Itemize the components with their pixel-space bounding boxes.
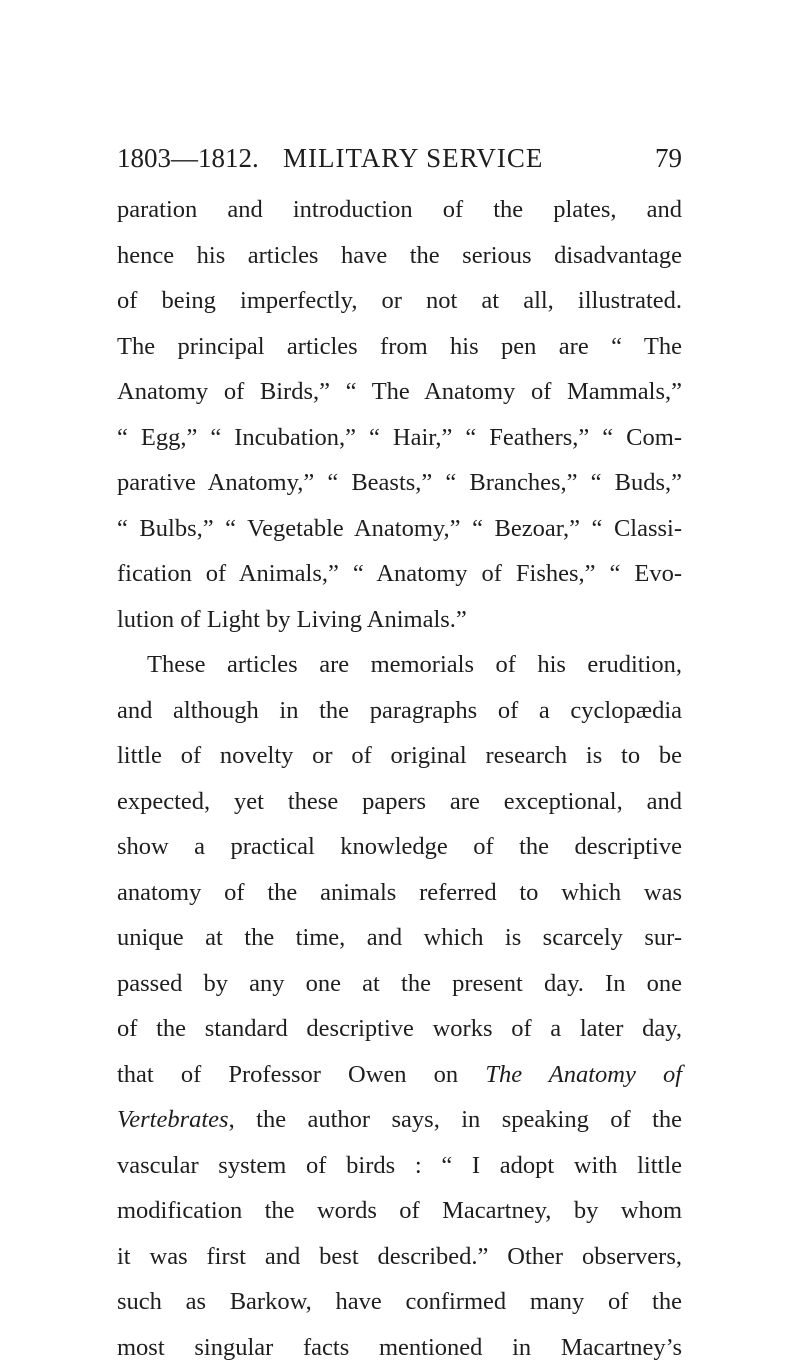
page-number: 79 <box>655 140 682 176</box>
text-line: show a practical knowledge of the descriptive <box>117 824 682 870</box>
text-line <box>117 1097 682 1143</box>
running-head-title: MILITARY SERVICE <box>283 140 543 176</box>
running-head-years: 1803—1812. <box>117 140 259 176</box>
text-line: “ Bulbs,” “ Vegetable Anatomy,” “ Bezoar,” “ Classi- <box>117 506 682 552</box>
text-line: unique at the time, and which is scarcely sur- <box>117 915 682 961</box>
text-run: , the author says, in speaking of the <box>229 1106 682 1133</box>
text-line: fication of Animals,” “ Anatomy of Fishes,” “ Evo- <box>117 551 682 597</box>
text-line: little of novelty or of original research is to be <box>117 733 682 779</box>
text-line: and although in the paragraphs of a cyclopædia <box>117 688 682 734</box>
text-line: of the standard descriptive works of a later day, <box>117 1006 682 1052</box>
text-line: These articles are memorials of his erudition, <box>117 642 682 688</box>
text-line <box>117 1052 682 1098</box>
text-line: most singular facts mentioned in Macartney’s <box>117 1325 682 1370</box>
text-line: modification the words of Macartney, by whom <box>117 1188 682 1234</box>
text-line: hence his articles have the serious disadvantage <box>117 233 682 279</box>
text-line: paration and introduction of the plates, and <box>117 187 682 233</box>
book-title-italic: The Anatomy of <box>485 1061 682 1088</box>
text-line: of being imperfectly, or not at all, illustrated. <box>117 278 682 324</box>
running-head <box>117 140 682 176</box>
text-line: anatomy of the animals referred to which was <box>117 870 682 916</box>
text-line: it was first and best described.” Other observers, <box>117 1234 682 1280</box>
text-line: expected, yet these papers are exceptional, and <box>117 779 682 825</box>
text-line: such as Barkow, have confirmed many of the <box>117 1279 682 1325</box>
text-line: parative Anatomy,” “ Beasts,” “ Branches,” “ Buds,” <box>117 460 682 506</box>
text-line: vascular system of birds : “ I adopt with little <box>117 1143 682 1189</box>
book-title-italic: Vertebrates <box>117 1106 229 1133</box>
body-text <box>117 187 682 1370</box>
text-line: “ Egg,” “ Incubation,” “ Hair,” “ Feathers,” “ Com- <box>117 415 682 461</box>
text-line: passed by any one at the present day. In one <box>117 961 682 1007</box>
text-line: lution of Light by Living Animals.” <box>117 597 682 643</box>
text-run: that of Professor Owen on <box>117 1061 458 1088</box>
text-line: Anatomy of Birds,” “ The Anatomy of Mammals,” <box>117 369 682 415</box>
text-line: The principal articles from his pen are “ The <box>117 324 682 370</box>
